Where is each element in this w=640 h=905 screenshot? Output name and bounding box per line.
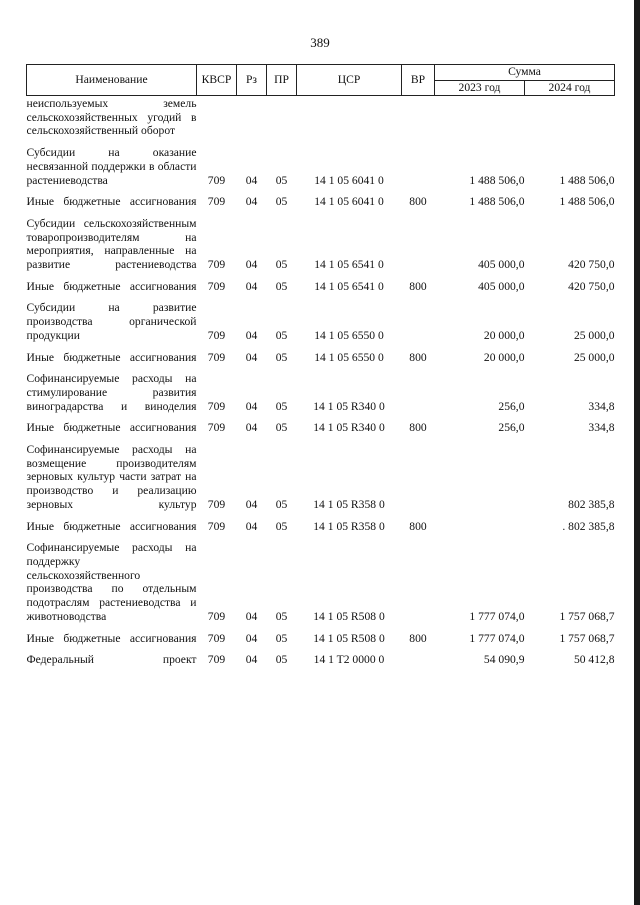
row-rz: 04	[245, 399, 258, 413]
row-spacer	[27, 272, 615, 280]
row-pr: 05	[275, 653, 288, 667]
row-name: Субсидии сельскохозяйственным товаропроизводителям на мероприятия, направленные на развитие растениеводства	[26, 216, 197, 272]
row-pr: 05	[275, 328, 288, 342]
row-spacer	[27, 512, 615, 520]
row-pr: 05	[275, 173, 288, 187]
row-kvsr: 709	[207, 328, 226, 342]
row-sum-2024: 334,8	[588, 399, 615, 413]
row-name: Субсидии на развитие производства органической продукции	[26, 301, 197, 342]
row-name: Федеральный проект	[26, 653, 197, 667]
row-spacer	[27, 293, 615, 301]
row-pr: 05	[275, 258, 288, 272]
row-rz: 04	[245, 195, 258, 209]
row-csr: 14 1 05 6550 0	[314, 328, 384, 342]
row-name: Софинансируемые расходы на стимулирование развития виноградарства и виноделия	[26, 372, 197, 413]
row-spacer	[27, 435, 615, 443]
row-rz: 04	[245, 173, 258, 187]
row-sum-2024: 1 757 068,7	[559, 609, 615, 623]
row-csr: 14 1 05 R340 0	[313, 399, 385, 413]
row-vr: 800	[409, 519, 427, 533]
row-vr	[402, 541, 435, 623]
row-sum-2023: 1 777 074,0	[469, 609, 525, 623]
row-rz: 04	[245, 519, 258, 533]
row-pr: 05	[275, 609, 288, 623]
table-row	[27, 217, 615, 272]
row-spacer	[27, 187, 615, 195]
row-name: Иные бюджетные ассигнования	[26, 350, 197, 364]
table-row	[27, 372, 615, 413]
row-pr: 05	[275, 519, 288, 533]
row-sum-2023	[435, 443, 525, 512]
row-csr: 14 1 05 R508 0	[313, 631, 385, 645]
row-vr	[402, 372, 435, 413]
row-kvsr: 709	[207, 173, 226, 187]
row-vr	[402, 217, 435, 272]
row-spacer	[27, 364, 615, 372]
row-spacer	[27, 533, 615, 541]
row-pr: 05	[275, 195, 288, 209]
row-kvsr: 709	[207, 195, 226, 209]
row-vr: 800	[409, 350, 427, 364]
row-spacer	[27, 343, 615, 351]
row-kvsr: 709	[207, 279, 226, 293]
row-name: Субсидии на оказание несвязанной поддержки в области растениеводства	[26, 146, 197, 187]
row-sum-2023: 256,0	[498, 399, 525, 413]
row-csr: 14 1 05 6041 0	[314, 173, 384, 187]
row-pr: 05	[275, 631, 288, 645]
row-name: Софинансируемые расходы на поддержку сельскохозяйственного производства по отдельным подотраслям растениеводства и животноводства	[26, 541, 197, 623]
row-sum-2024: 802 385,8	[568, 497, 615, 511]
row-vr	[402, 146, 435, 187]
scan-edge	[634, 0, 640, 905]
row-sum-2023: 1 488 506,0	[469, 195, 525, 209]
table-row	[27, 195, 615, 209]
row-pr: 05	[275, 497, 288, 511]
row-rz: 04	[245, 350, 258, 364]
row-sum-2023: 54 090,9	[483, 653, 525, 667]
row-kvsr: 709	[207, 258, 226, 272]
budget-table	[26, 64, 615, 667]
row-sum-2024: 420 750,0	[568, 258, 615, 272]
row-rz: 04	[245, 258, 258, 272]
row-vr: 800	[409, 631, 427, 645]
table-row	[27, 541, 615, 623]
row-csr: 14 1 05 R508 0	[313, 609, 385, 623]
row-name: Иные бюджетные ассигнования	[26, 631, 197, 645]
row-spacer	[27, 138, 615, 146]
row-sum-2024: 1 757 068,7	[559, 631, 615, 645]
row-pr: 05	[275, 279, 288, 293]
row-sum-2024: 25 000,0	[573, 328, 615, 342]
row-sum-2024: 25 000,0	[573, 350, 615, 364]
table-header	[27, 65, 615, 96]
row-vr	[402, 301, 435, 342]
row-name: Софинансируемые расходы на возмещение производителям зерновых культур части затрат на производство и реализацию зерновых культур	[26, 443, 197, 511]
row-sum-2023: 405 000,0	[478, 258, 525, 272]
row-csr: 14 1 05 R358 0	[313, 519, 385, 533]
row-rz: 04	[245, 421, 258, 435]
row-csr: 14 1 05 6550 0	[314, 350, 384, 364]
table-row	[27, 146, 615, 187]
table-row	[27, 351, 615, 365]
row-pr: 05	[275, 350, 288, 364]
row-kvsr: 709	[207, 497, 226, 511]
row-sum-2024: 50 412,8	[573, 653, 615, 667]
header-year-2023: 2023 год	[435, 80, 525, 96]
row-vr: 800	[409, 279, 427, 293]
row-sum-2024: 334,8	[588, 421, 615, 435]
header-sum: Сумма	[435, 65, 615, 81]
page-number: 389	[310, 35, 330, 50]
row-kvsr: 709	[207, 631, 226, 645]
row-vr	[402, 653, 435, 667]
row-kvsr: 709	[207, 609, 226, 623]
row-rz: 04	[245, 653, 258, 667]
row-spacer	[27, 645, 615, 653]
row-pr: 05	[275, 399, 288, 413]
row-sum-2023: 256,0	[498, 421, 525, 435]
row-sum-2024: 1 488 506,0	[559, 173, 615, 187]
row-csr: 14 1 05 R340 0	[313, 421, 385, 435]
table-row	[27, 653, 615, 667]
table-row	[27, 520, 615, 534]
row-name: Иные бюджетные ассигнования	[26, 519, 197, 533]
row-sum-2023: 20 000,0	[483, 350, 525, 364]
row-sum-2023: 405 000,0	[478, 279, 525, 293]
row-rz: 04	[245, 497, 258, 511]
row-name: Иные бюджетные ассигнования	[26, 195, 197, 209]
continuation-text: неиспользуемых земель сельскохозяйственных угодий в сельскохозяйственный оборот	[26, 97, 197, 138]
table-row	[27, 280, 615, 294]
row-kvsr: 709	[207, 519, 226, 533]
row-rz: 04	[245, 631, 258, 645]
row-vr	[402, 443, 435, 512]
row-name: Иные бюджетные ассигнования	[26, 421, 197, 435]
table-row	[27, 301, 615, 342]
row-spacer	[27, 413, 615, 421]
row-rz: 04	[245, 279, 258, 293]
header-rz: Рз	[237, 65, 267, 96]
row-sum-2024: 1 488 506,0	[559, 195, 615, 209]
table-row	[27, 421, 615, 435]
row-kvsr: 709	[207, 653, 226, 667]
table-row	[27, 632, 615, 646]
table-row	[27, 443, 615, 512]
row-vr: 800	[409, 195, 427, 209]
row-spacer	[27, 209, 615, 217]
row-csr: 14 1 T2 0000 0	[313, 653, 385, 667]
row-name: Иные бюджетные ассигнования	[26, 279, 197, 293]
header-kvsr: КВСР	[197, 65, 237, 96]
row-sum-2023	[435, 520, 525, 534]
row-csr: 14 1 05 R358 0	[313, 497, 385, 511]
header-csr: ЦСР	[297, 65, 402, 96]
row-pr: 05	[275, 421, 288, 435]
row-kvsr: 709	[207, 399, 226, 413]
row-kvsr: 709	[207, 421, 226, 435]
continuation-row	[27, 96, 615, 139]
row-sum-2023: 1 488 506,0	[469, 173, 525, 187]
row-sum-2024: . 802 385,8	[562, 519, 615, 533]
row-csr: 14 1 05 6541 0	[314, 258, 384, 272]
header-year-2024: 2024 год	[525, 80, 615, 96]
header-pr: ПР	[267, 65, 297, 96]
row-spacer	[27, 624, 615, 632]
row-csr: 14 1 05 6041 0	[314, 195, 384, 209]
row-rz: 04	[245, 328, 258, 342]
row-vr: 800	[409, 421, 427, 435]
row-sum-2023: 20 000,0	[483, 328, 525, 342]
row-sum-2023: 1 777 074,0	[469, 631, 525, 645]
row-rz: 04	[245, 609, 258, 623]
header-vr: ВР	[402, 65, 435, 96]
row-csr: 14 1 05 6541 0	[314, 279, 384, 293]
row-sum-2024: 420 750,0	[568, 279, 615, 293]
row-kvsr: 709	[207, 350, 226, 364]
table-body	[27, 96, 615, 667]
header-name: Наименование	[27, 65, 197, 96]
